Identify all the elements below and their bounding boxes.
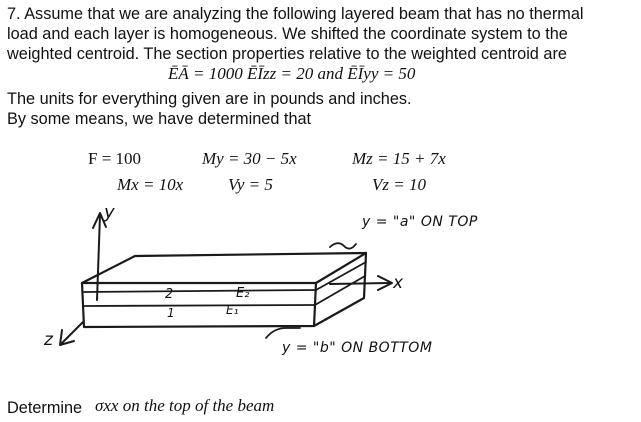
z-axis-label: z [44, 330, 53, 350]
eq-shear-z: Vz = 10 [372, 175, 426, 194]
top-surface-note: y = "a" ON TOP [362, 214, 478, 230]
problem-text-line-6: By some means, we have determined that [7, 110, 312, 128]
problem-text-line-5: The units for everything given are in pounds and inches. [7, 90, 412, 108]
bottom-surface-note: y = "b" ON BOTTOM [282, 340, 433, 356]
problem-text-line-1: 7. Assume that we are analyzing the following layered beam that has no thermal [7, 5, 584, 23]
eq-axial-force: F = 100 [88, 149, 142, 168]
problem-text-line-2: load and each layer is homogeneous. We shifted the coordinate system to the [7, 25, 568, 43]
y-axis-line [97, 215, 100, 300]
eq-moment-y: My = 30 − 5x [202, 149, 297, 168]
top-note-leader [330, 243, 356, 248]
section-properties: ĒĀ = 1000 ĒĪzz = 20 and ĒĪyy = 50 [168, 64, 416, 83]
x-axis-label: x [393, 273, 404, 293]
eq-moment-x: Mx = 10x [117, 175, 184, 194]
eq-shear-y: Vy = 5 [228, 175, 273, 194]
z-axis-line [62, 322, 83, 343]
layer-line-upper [84, 290, 316, 292]
question-prefix: Determine [7, 399, 83, 417]
x-axis-line [330, 283, 390, 284]
layer-1-modulus: E₁ [226, 303, 239, 317]
end-layer-line-upper [316, 262, 366, 290]
layer-line-lower [84, 305, 314, 306]
layer-2-number: 2 [165, 287, 174, 302]
problem-text-line-3: weighted centroid. The section properties relative to the weighted centroid are [7, 45, 567, 63]
question-text: σxx on the top of the beam [95, 396, 275, 415]
bottom-note-leader [266, 328, 300, 338]
layer-2-modulus: E₂ [236, 286, 250, 301]
beam-top-face [82, 253, 366, 283]
eq-moment-z: Mz = 15 + 7x [352, 149, 446, 168]
layer-1-number: 1 [167, 306, 175, 320]
y-axis-label: y [104, 202, 115, 223]
